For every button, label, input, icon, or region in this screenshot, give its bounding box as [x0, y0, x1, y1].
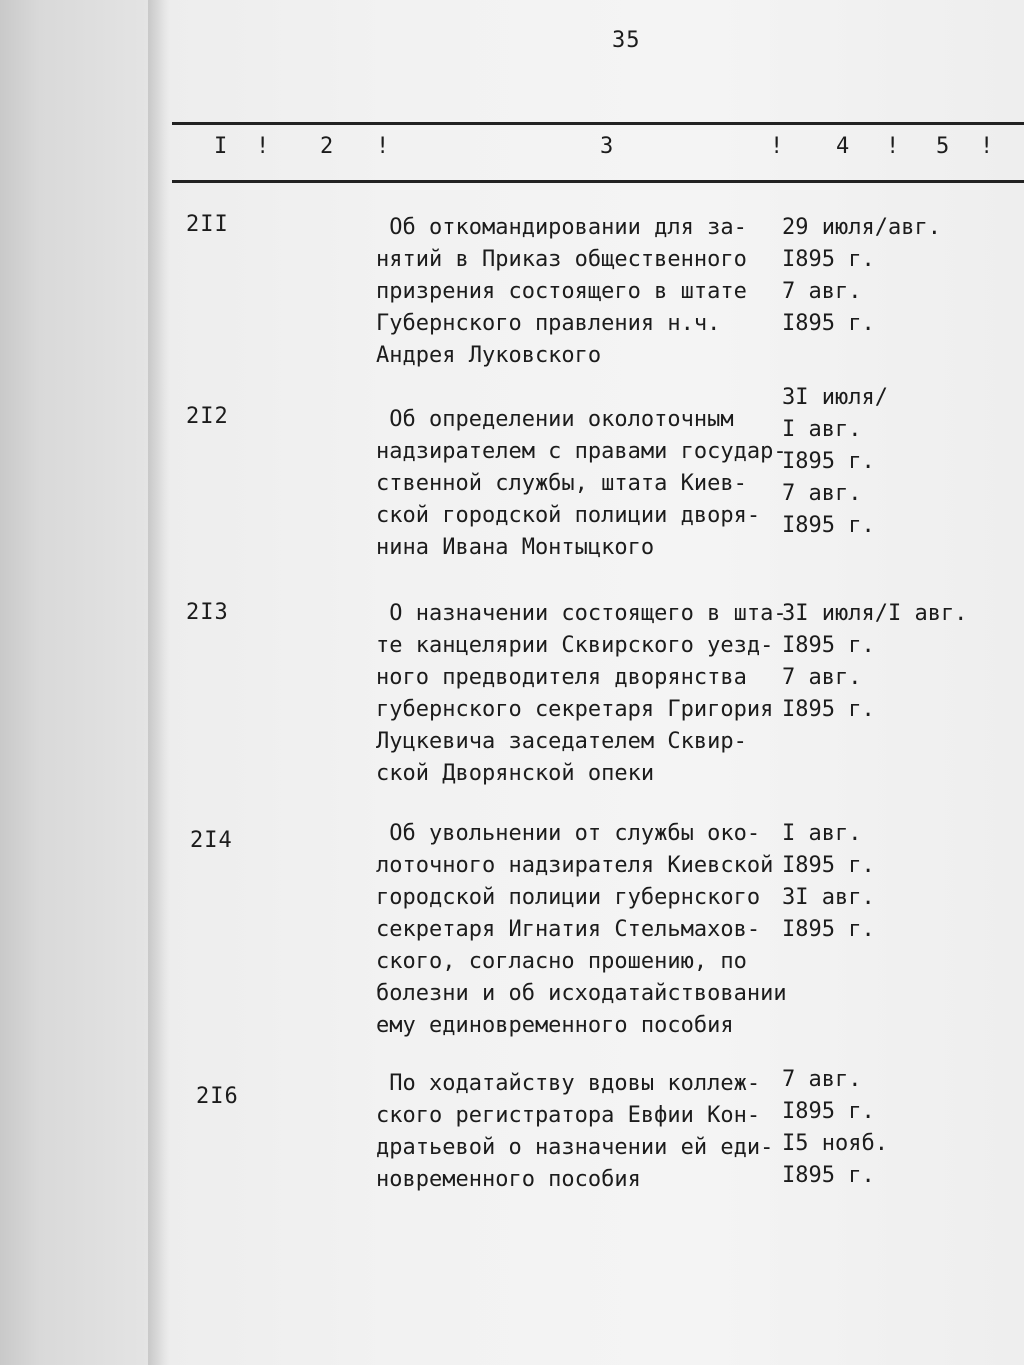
entry-dates — [782, 1064, 1022, 1192]
text-line: По ходатайству вдовы коллеж- — [376, 1071, 761, 1096]
text-line: секретаря Игнатия Стельмахов- — [376, 917, 761, 942]
column-separator: ! — [256, 134, 270, 159]
text-line: ственной службы, штата Киев- — [376, 471, 747, 496]
entry-description — [376, 212, 776, 372]
text-line: городской полиции губернского — [376, 885, 761, 910]
text-line: Андрея Луковского — [376, 343, 602, 368]
text-line: ему единовременного пособия — [376, 1013, 734, 1038]
text-line: болезни и об исходатайствовании — [376, 981, 787, 1006]
entry-number: 2I4 — [190, 828, 233, 853]
text-line: ской городской полиции дворя- — [376, 503, 761, 528]
text-line: ского, согласно прошению, по — [376, 949, 747, 974]
date-line: I авг. — [782, 417, 862, 442]
column-header-1: I — [214, 134, 228, 159]
header-rule-top — [172, 122, 1024, 125]
entry-number: 2II — [186, 212, 229, 237]
column-separator: ! — [886, 134, 900, 159]
date-line: 7 авг. — [782, 279, 862, 304]
entry-description — [376, 598, 787, 790]
date-line: I авг. — [782, 821, 862, 846]
text-line: призрения состоящего в штате — [376, 279, 747, 304]
date-line: I895 г. — [782, 633, 875, 658]
date-line: 7 авг. — [782, 481, 862, 506]
text-line: ского регистратора Евфии Кон- — [376, 1103, 761, 1128]
text-line: О назначении состоящего в шта- — [376, 601, 787, 626]
entry-dates — [782, 598, 1022, 726]
column-header-4: 4 — [836, 134, 850, 159]
date-line: I895 г. — [782, 1099, 875, 1124]
text-line: губернского секретаря Григория — [376, 697, 774, 722]
header-rule-bottom — [172, 180, 1024, 183]
date-line: I895 г. — [782, 247, 875, 272]
date-line: I895 г. — [782, 513, 875, 538]
date-line: 3I июля/I авг. — [782, 601, 968, 626]
text-line: нятий в Приказ общественного — [376, 247, 747, 272]
text-line: Об определении околоточным — [376, 407, 734, 432]
entry-dates — [782, 212, 1022, 340]
date-line: 7 авг. — [782, 665, 862, 690]
date-line: 3I июля/ — [782, 385, 888, 410]
text-line: те канцелярии Сквирского уезд- — [376, 633, 774, 658]
column-header-2: 2 — [320, 134, 334, 159]
date-line: I895 г. — [782, 697, 875, 722]
entry-description — [376, 404, 787, 564]
text-line: дратьевой о назначении ей еди- — [376, 1135, 774, 1160]
column-header-3: 3 — [600, 134, 614, 159]
date-line: I895 г. — [782, 1163, 875, 1188]
text-line: надзирателем с правами государ- — [376, 439, 787, 464]
entry-description — [376, 1068, 776, 1196]
date-line: 7 авг. — [782, 1067, 862, 1092]
column-header-5: 5 — [936, 134, 950, 159]
column-separator: ! — [376, 134, 390, 159]
entry-description — [376, 818, 787, 1042]
date-line: I895 г. — [782, 853, 875, 878]
entry-number: 2I2 — [186, 404, 229, 429]
date-line: I895 г. — [782, 917, 875, 942]
entry-number: 2I3 — [186, 600, 229, 625]
date-line: I895 г. — [782, 311, 875, 336]
date-line: 29 июля/авг. — [782, 215, 941, 240]
text-line: Губернского правления н.ч. — [376, 311, 721, 336]
column-separator: ! — [770, 134, 784, 159]
entry-dates — [782, 818, 1022, 946]
text-line: Об откомандировании для за- — [376, 215, 747, 240]
date-line: I5 нояб. — [782, 1131, 888, 1156]
column-separator: ! — [980, 134, 994, 159]
text-line: нина Ивана Монтыцкого — [376, 535, 655, 560]
page-fold-shadow — [148, 0, 170, 1365]
text-line: ного предводителя дворянства — [376, 665, 747, 690]
text-line: Об увольнении от службы око- — [376, 821, 761, 846]
text-line: лоточного надзирателя Киевской — [376, 853, 774, 878]
date-line: I895 г. — [782, 449, 875, 474]
page-number: 35 — [612, 28, 641, 53]
text-line: Луцкевича заседателем Сквир- — [376, 729, 747, 754]
text-line: новременного пособия — [376, 1167, 641, 1192]
entry-number: 2I6 — [196, 1084, 239, 1109]
date-line: 3I авг. — [782, 885, 875, 910]
entry-dates — [782, 382, 1022, 542]
text-line: ской Дворянской опеки — [376, 761, 655, 786]
